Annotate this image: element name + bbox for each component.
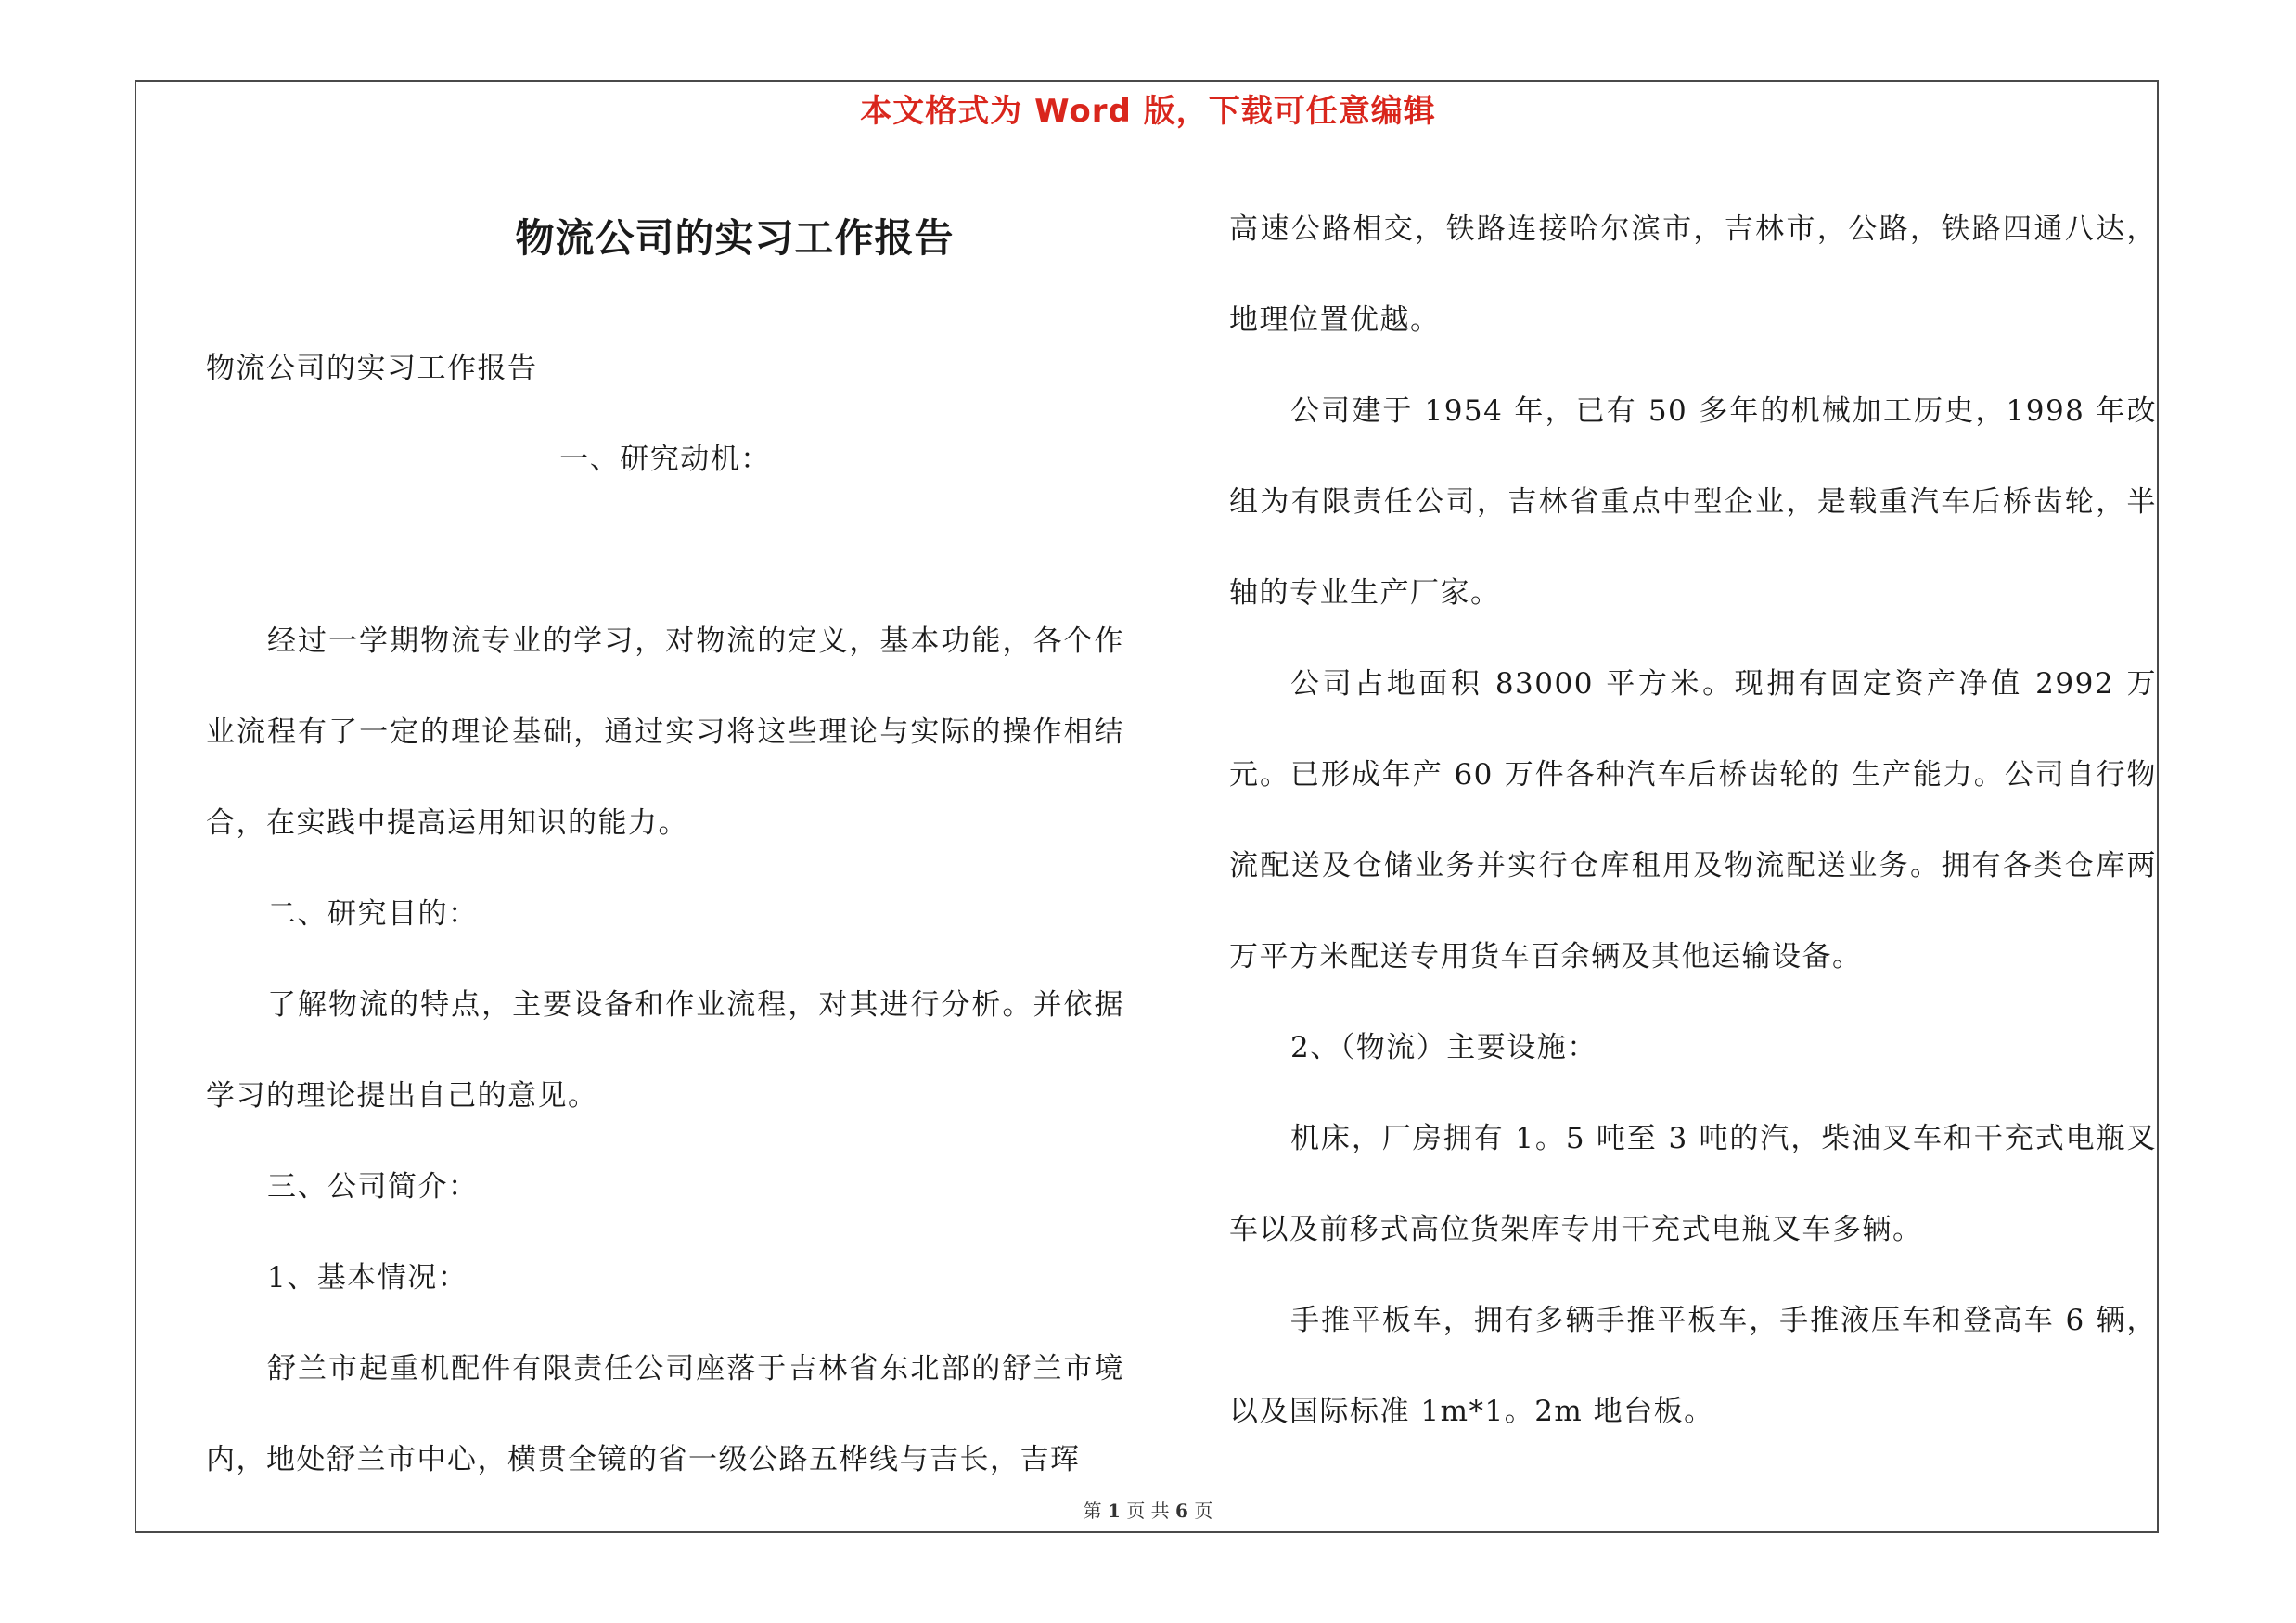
paragraph: 2、（物流）主要设施： <box>1290 1031 1597 1064</box>
footer-middle: 页 共 <box>1126 1500 1170 1522</box>
footer-page-number: 1 <box>1108 1500 1121 1522</box>
paragraph: 舒兰市起重机配件有限责任公司座落于吉林省东北部的舒兰市境内，地处舒兰市中心，横贯全镜的省一级公路五桦线与吉长，吉珲 <box>206 1352 1124 1476</box>
paragraph-gap <box>206 505 1124 596</box>
paragraph: 公司占地面积 83000 平方米。现拥有固定资产净值 2992 万元。已形成年产 60 万件各种汽车后桥齿轮的 生产能力。公司自行物流配送及仓储业务并实行仓库租用及物流配送业务。拥有各类仓库两万平方米配送专用货车百余辆及其他运输设备。 <box>1229 667 2157 973</box>
paragraph: 了解物流的特点，主要设备和作业流程，对其进行分析。并依据学习的理论提出自己的意见。 <box>206 988 1124 1113</box>
paragraph: 高速公路相交，铁路连接哈尔滨市，吉林市，公路，铁路四通八达，地理位置优越。 <box>1229 213 2157 337</box>
footer-prefix: 第 <box>1083 1500 1102 1522</box>
footer-total-pages: 6 <box>1175 1500 1188 1522</box>
document-title: 物流公司的实习工作报告 <box>515 215 955 261</box>
paragraph: 经过一学期物流专业的学习，对物流的定义，基本功能，各个作业流程有了一定的理论基础，通过实习将这些理论与实际的操作相结合，在实践中提高运用知识的能力。 <box>206 625 1124 840</box>
left-column <box>206 323 1124 1505</box>
right-column <box>1229 184 2157 1457</box>
paragraph: 一、研究动机： <box>559 443 771 476</box>
paragraph: 三、公司简介： <box>267 1170 479 1204</box>
paragraph: 物流公司的实习工作报告 <box>206 352 538 385</box>
footer-suffix: 页 <box>1194 1500 1213 1522</box>
page-footer <box>0 1496 2296 1523</box>
paragraph: 二、研究目的： <box>267 897 479 931</box>
format-banner: 本文格式为 Word 版，下载可任意编辑 <box>860 93 1436 130</box>
paragraph: 1、基本情况： <box>267 1261 468 1295</box>
paragraph: 公司建于 1954 年，已有 50 多年的机械加工历史，1998 年改组为有限责任公司，吉林省重点中型企业，是载重汽车后桥齿轮，半轴的专业生产厂家。 <box>1229 394 2157 610</box>
paragraph: 机床，厂房拥有 1。5 吨至 3 吨的汽，柴油叉车和干充式电瓶叉车以及前移式高位货架库专用干充式电瓶叉车多辆。 <box>1229 1122 2157 1246</box>
paragraph: 手推平板车，拥有多辆手推平板车，手推液压车和登高车 6 辆，以及国际标准 1m*1。2m 地台板。 <box>1229 1304 2157 1428</box>
